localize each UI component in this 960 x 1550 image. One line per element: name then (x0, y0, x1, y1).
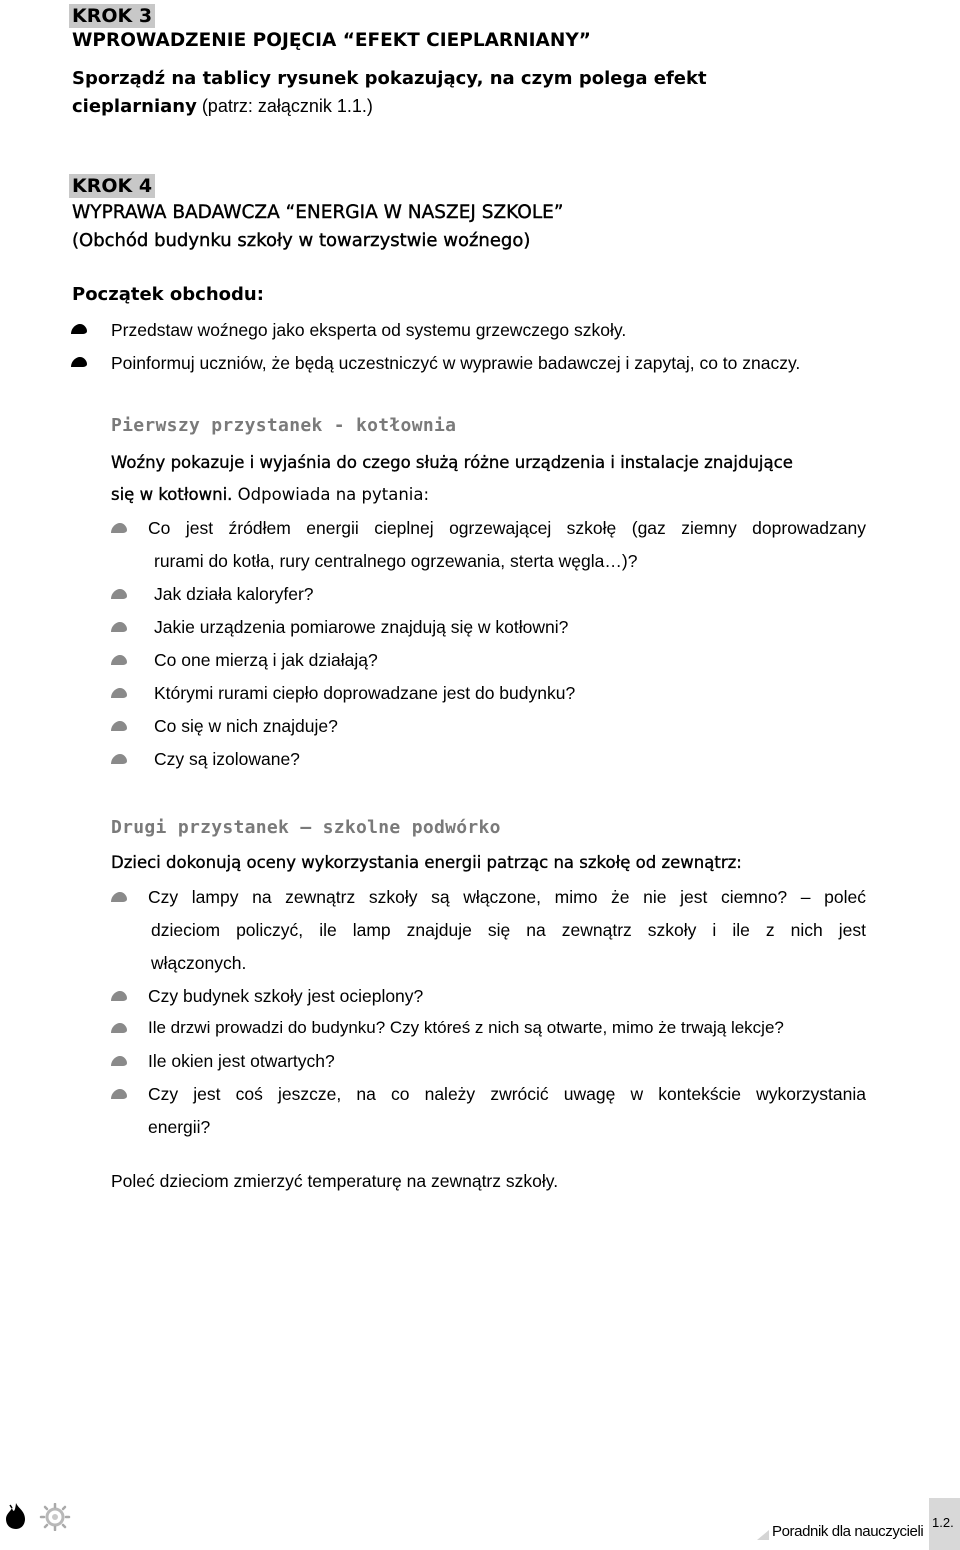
stop-2-heading: Drugi przystanek – szkolne podwórko (111, 817, 501, 838)
bullet-icon (110, 752, 128, 766)
footer-guide-label: Poradnik dla nauczycieli (772, 1523, 924, 1540)
stop-1-question: Co się w nich znajduje? (154, 716, 338, 736)
bullet-icon (110, 890, 128, 904)
start-heading: Początek obchodu: (72, 284, 264, 305)
stop-2-question: Ile okien jest otwartych? (148, 1051, 335, 1071)
logo-flame-icon (3, 1502, 29, 1530)
stop-1-intro-normal: Odpowiada na pytania: (232, 485, 430, 504)
step-3-title: WPROWADZENIE POJĘCIA “EFEKT CIEPLARNIANY” (72, 30, 591, 51)
stop-1-question: Jak działa kaloryfer? (154, 584, 314, 604)
bullet-icon (110, 719, 128, 733)
stop-2-question-line2: energii? (148, 1117, 211, 1137)
step-4-title: WYPRAWA BADAWCZA “ENERGIA W NASZEJ SZKOLE” (72, 202, 564, 223)
stop-1-intro-line2 (111, 485, 429, 505)
logo-sun-icon (38, 1503, 72, 1531)
bullet-icon (110, 1087, 128, 1101)
stop-1-question-line2: rurami do kotła, rury centralnego ogrzewania, sterta węgla…)? (154, 551, 638, 571)
stop-2-question: Czy budynek szkoły jest ocieplony? (148, 986, 424, 1006)
step-3-instruction-line1: Sporządź na tablicy rysunek pokazujący, na czym polega efekt (72, 68, 707, 89)
bullet-icon (110, 989, 128, 1003)
stop-1-question-line1: Co jest źródłem energii cieplnej ogrzewającej szkołę (gaz ziemny doprowadzany (148, 518, 866, 538)
start-item: Przedstaw woźnego jako eksperta od systemu grzewczego szkoły. (111, 320, 627, 340)
stop-1-question: Którymi rurami ciepło doprowadzane jest do budynku? (154, 683, 576, 703)
step-3-badge: KROK 3 (69, 4, 155, 28)
bullet-icon (70, 355, 88, 369)
step-3-instruction-ref: (patrz: załącznik 1.1.) (196, 96, 373, 116)
bullet-icon (110, 620, 128, 634)
stop-2-question-line2: dzieciom policzyć, ile lamp znajduje się na zewnątrz szkoły i ile z nich jest (151, 920, 866, 940)
bullet-icon (110, 686, 128, 700)
step-4-badge: KROK 4 (69, 174, 155, 198)
stop-1-intro-bold: się w kotłowni. (111, 485, 233, 504)
stop-1-question: Czy są izolowane? (154, 749, 300, 769)
page-number: 1.2. (932, 1515, 954, 1530)
bullet-icon (110, 1054, 128, 1068)
bullet-icon (70, 322, 88, 336)
start-item: Poinformuj uczniów, że będą uczestniczyć w wyprawie badawczej i zapytaj, co to znaczy. (111, 353, 801, 373)
bullet-icon (110, 1021, 128, 1035)
step-3-instruction-bold: cieplarniany (72, 96, 197, 117)
bullet-icon (110, 587, 128, 601)
step-4-subtitle: (Obchód budynku szkoły w towarzystwie woźnego) (72, 230, 531, 251)
stop-1-question: Jakie urządzenia pomiarowe znajdują się w kotłowni? (154, 617, 569, 637)
step-3-instruction-line2 (72, 96, 373, 117)
stop-2-question-line3: włączonych. (151, 953, 247, 973)
stop-2-question-line1: Czy jest coś jeszcze, na co należy zwrócić uwagę w kontekście wykorzystania (148, 1084, 866, 1104)
stop-2-intro: Dzieci dokonują oceny wykorzystania energii patrząc na szkołę od zewnątrz: (111, 853, 742, 872)
stop-2-question: Ile drzwi prowadzi do budynku? Czy któreś z nich są otwarte, mimo że trwają lekcje? (148, 1018, 784, 1037)
stop-1-question: Co one mierzą i jak działają? (154, 650, 378, 670)
closing-instruction: Poleć dzieciom zmierzyć temperaturę na zewnątrz szkoły. (111, 1171, 559, 1191)
bullet-icon (110, 521, 128, 535)
stop-1-heading: Pierwszy przystanek - kotłownia (111, 415, 457, 436)
page-corner-icon (756, 1528, 770, 1540)
bullet-icon (110, 653, 128, 667)
stop-1-intro-line1: Woźny pokazuje i wyjaśnia do czego służą różne urządzenia i instalacje znajdujące (111, 453, 793, 472)
stop-2-question-line1: Czy lampy na zewnątrz szkoły są włączone, mimo że nie jest ciemno? – poleć (148, 887, 866, 907)
